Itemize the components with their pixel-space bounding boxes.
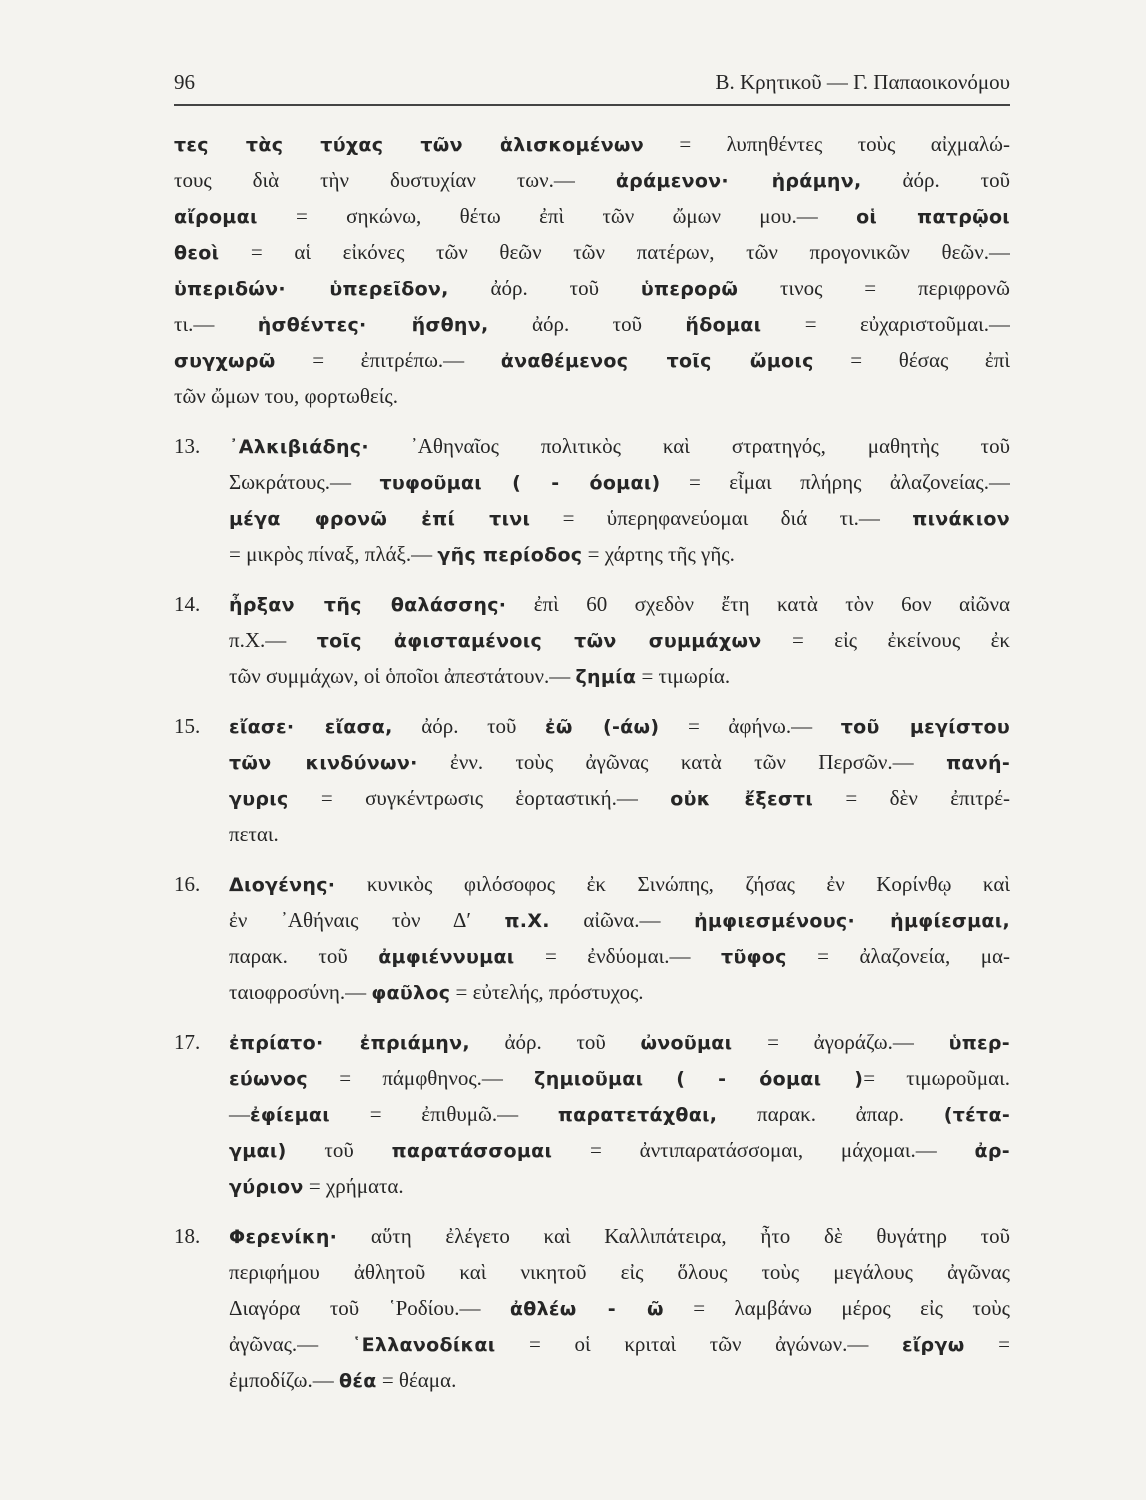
gloss-text: τινος = περιφρονῶ xyxy=(738,276,1010,300)
entry-number: 18. xyxy=(174,1224,201,1248)
gloss-text: = ἀλαζονεία, μα- xyxy=(786,944,1010,968)
glossary-body xyxy=(174,126,1010,1398)
gloss-text: = συγκέντρωσις ἑορταστική.— xyxy=(288,786,671,810)
headword: ἡσθέντες· ἥσθην, xyxy=(257,314,489,336)
headword: οὐκ ἔξεστι xyxy=(670,788,814,810)
text-line xyxy=(174,536,1010,572)
running-head: Β. Κρητικοῦ — Γ. Παπαοικονόμου xyxy=(715,70,1010,94)
gloss-text: = δὲν ἐπιτρέ- xyxy=(813,786,1010,810)
headword: ᾿Αλκιβιάδης· xyxy=(229,436,369,458)
text-line xyxy=(174,1326,1010,1362)
headword: τες τὰς τύχας τῶν ἁλισκομένων xyxy=(174,134,644,156)
text-line xyxy=(174,780,1010,816)
gloss-text: ταιοφροσύνη.— xyxy=(229,980,372,1004)
gloss-text: παρακ. τοῦ xyxy=(229,944,379,968)
text-line xyxy=(174,428,1010,464)
gloss-text: ἀόρ. τοῦ xyxy=(448,276,641,300)
gloss-text: ἐμποδίζω.— xyxy=(229,1368,339,1392)
text-line xyxy=(174,198,1010,234)
text-line xyxy=(174,816,1010,852)
entry-18 xyxy=(174,1218,1010,1398)
text-line xyxy=(174,658,1010,694)
headword: ἀμφιέννυμαι xyxy=(378,946,515,968)
gloss-text: = τιμωροῦμαι. xyxy=(863,1066,1010,1090)
text-line xyxy=(174,234,1010,270)
gloss-text: = λυπηθέντες τοὺς αἰχμαλώ- xyxy=(644,132,1010,156)
headword: τῶν κινδύνων· xyxy=(229,752,418,774)
gloss-text: τοῦ xyxy=(286,1138,392,1162)
entry-13 xyxy=(174,428,1010,572)
gloss-text: αἰῶνα.— xyxy=(549,908,695,932)
gloss-text: ἐνν. τοὺς ἀγῶνας κατὰ τῶν Περσῶν.— xyxy=(417,750,947,774)
gloss-text: = εὐτελής, πρόστυχος. xyxy=(450,980,644,1004)
gloss-text: τι.— xyxy=(174,312,258,336)
gloss-text: = λαμβάνω μέρος εἰς τοὺς xyxy=(663,1296,1010,1320)
text-line xyxy=(174,1254,1010,1290)
gloss-text: ἀόρ. τοῦ xyxy=(861,168,1010,192)
headword: θέα xyxy=(338,1370,377,1392)
gloss-text: Σωκράτους.— xyxy=(229,470,380,494)
gloss-text: = θέαμα. xyxy=(376,1368,457,1392)
gloss-text: = ἀγοράζω.— xyxy=(732,1030,949,1054)
headword: εἴασε· εἴασα, xyxy=(229,716,393,738)
text-line xyxy=(174,162,1010,198)
headword: Διογένης· xyxy=(229,874,336,896)
headword: φαῦλος xyxy=(371,982,451,1004)
headword: (τέτα- xyxy=(943,1104,1010,1126)
gloss-text: = ἐπιθυμῶ.— xyxy=(329,1102,558,1126)
gloss-text: παρακ. ἀπαρ. xyxy=(717,1102,944,1126)
text-line xyxy=(174,938,1010,974)
headword: συγχωρῶ xyxy=(174,350,276,372)
gloss-text: = ἐπιτρέπω.— xyxy=(275,348,501,372)
headword: παρατάσσομαι xyxy=(391,1140,553,1162)
text-line xyxy=(174,126,1010,162)
gloss-text: ἀόρ. τοῦ xyxy=(488,312,686,336)
headword: ἀρ- xyxy=(974,1140,1010,1162)
text-line xyxy=(174,1024,1010,1060)
gloss-text: = πάμφθηνος.— xyxy=(307,1066,535,1090)
text-line xyxy=(174,342,1010,378)
entry-number: 14. xyxy=(174,592,201,616)
text-line xyxy=(174,586,1010,622)
gloss-text: — xyxy=(229,1102,250,1126)
entry-14 xyxy=(174,586,1010,694)
gloss-text: = ἀφήνω.— xyxy=(659,714,841,738)
headword: ζημιοῦμαι ( - όομαι ) xyxy=(534,1068,864,1090)
headword: ἥδομαι xyxy=(685,314,762,336)
gloss-text: = εὐχαριστοῦμαι.— xyxy=(761,312,1010,336)
gloss-text: = θέσας ἐπὶ xyxy=(813,348,1010,372)
entry-17 xyxy=(174,1024,1010,1204)
gloss-text: = οἱ κριταὶ τῶν ἀγώνων.— xyxy=(495,1332,902,1356)
headword: ὑπεριδών· ὑπερεῖδον, xyxy=(174,278,449,300)
headword: πινάκιον xyxy=(912,508,1010,530)
text-line xyxy=(174,744,1010,780)
gloss-text: = αἱ εἰκόνες τῶν θεῶν τῶν πατέρων, τῶν προγονικῶν θεῶν.— xyxy=(219,240,1010,264)
headword: τυφοῦμαι ( - όομαι) xyxy=(379,472,661,494)
gloss-text: τους διὰ τὴν δυστυχίαν των.— xyxy=(174,168,616,192)
gloss-text: ἐν ᾿Αθήναις τὸν Δ′ xyxy=(229,908,505,932)
headword: τοῖς ἀφισταμένοις τῶν συμμάχων xyxy=(316,630,762,652)
gloss-text: = xyxy=(964,1332,1010,1356)
headword: αἴρομαι xyxy=(174,206,258,228)
headword: γύριον xyxy=(229,1176,304,1198)
gloss-text: = μικρὸς πίναξ, πλάξ.— xyxy=(229,542,438,566)
headword: ῾Ελλανοδίκαι xyxy=(351,1334,496,1356)
text-line xyxy=(174,270,1010,306)
text-line xyxy=(174,500,1010,536)
headword: γῆς περίοδος xyxy=(437,544,583,566)
headword: ἐφίεμαι xyxy=(250,1104,330,1126)
gloss-text: = χρήματα. xyxy=(303,1174,404,1198)
text-line xyxy=(174,464,1010,500)
text-line xyxy=(174,622,1010,658)
text-line xyxy=(174,1132,1010,1168)
entry-15 xyxy=(174,708,1010,852)
headword: ἀναθέμενος τοῖς ὤμοις xyxy=(500,350,814,372)
gloss-text: ἐπὶ 60 σχεδὸν ἔτη κατὰ τὸν 6ον αἰῶνα xyxy=(506,592,1010,616)
headword: ἦρξαν τῆς θαλάσσης· xyxy=(229,594,507,616)
headword: εἴργω xyxy=(901,1334,965,1356)
gloss-text: = ἀντιπαρατάσσομαι, μάχομαι.— xyxy=(552,1138,975,1162)
headword: μέγα φρονῶ ἐπί τινι xyxy=(229,508,531,530)
headword: θεοὶ xyxy=(174,242,220,264)
headword: ὑπερ- xyxy=(948,1032,1010,1054)
gloss-text: Διαγόρα τοῦ ῾Ροδίου.— xyxy=(229,1296,510,1320)
entry-16 xyxy=(174,866,1010,1010)
gloss-text: πεται. xyxy=(229,822,279,846)
gloss-text: = ἐνδύομαι.— xyxy=(514,944,722,968)
text-line xyxy=(174,1362,1010,1398)
headword: ἐῶ (-άω) xyxy=(545,716,660,738)
headword: ἀράμενον· ἠράμην, xyxy=(615,170,862,192)
gloss-text: ᾿Αθηναῖος πολιτικὸς καὶ στρατηγός, μαθητὴς τοῦ xyxy=(368,434,1010,458)
gloss-text: = σηκώνω, θέτω ἐπὶ τῶν ὤμων μου.— xyxy=(257,204,857,228)
gloss-text: π.Χ.— xyxy=(229,628,317,652)
headword: τοῦ μεγίστου xyxy=(840,716,1010,738)
headword: γυρις xyxy=(229,788,289,810)
gloss-text: ἀόρ. τοῦ xyxy=(392,714,546,738)
gloss-text: = εἰς ἐκείνους ἐκ xyxy=(761,628,1010,652)
entry-continuation xyxy=(174,126,1010,414)
headword: π.Χ. xyxy=(504,910,550,932)
text-line xyxy=(174,1290,1010,1326)
text-line xyxy=(174,1060,1010,1096)
gloss-text: = χάρτης τῆς γῆς. xyxy=(582,542,735,566)
text-line xyxy=(174,1096,1010,1132)
gloss-text: τῶν συμμάχων, οἱ ὁποῖοι ἀπεστάτουν.— xyxy=(229,664,576,688)
gloss-text: = εἶμαι πλήρης ἀλαζονείας.— xyxy=(660,470,1010,494)
text-line xyxy=(174,974,1010,1010)
page-header xyxy=(174,68,1010,106)
gloss-text: = τιμωρία. xyxy=(636,664,731,688)
headword: ὠνοῦμαι xyxy=(640,1032,733,1054)
headword: εύωνος xyxy=(229,1068,308,1090)
headword: γμαι) xyxy=(229,1140,287,1162)
headword: πανή- xyxy=(946,752,1010,774)
text-line xyxy=(174,1218,1010,1254)
text-line xyxy=(174,866,1010,902)
gloss-text: κυνικὸς φιλόσοφος ἐκ Σινώπης, ζήσας ἐν Κορίνθῳ καὶ xyxy=(335,872,1010,896)
headword: τῦφος xyxy=(721,946,787,968)
entry-number: 13. xyxy=(174,434,201,458)
entry-number: 15. xyxy=(174,714,201,738)
headword: οἱ πατρῷοι xyxy=(856,206,1010,228)
text-line xyxy=(174,902,1010,938)
headword: ζημία xyxy=(575,666,637,688)
headword: ἐπρίατο· ἐπριάμην, xyxy=(229,1032,470,1054)
page-number: 96 xyxy=(174,70,195,94)
text-line xyxy=(174,1168,1010,1204)
headword: παρατετάχθαι, xyxy=(557,1104,718,1126)
gloss-text: περιφήμου ἀθλητοῦ καὶ νικητοῦ εἰς ὅλους τοὺς μεγάλους ἀγῶνας xyxy=(229,1260,1010,1284)
gloss-text: αὕτη ἐλέγετο καὶ Καλλιπάτειρα, ἦτο δὲ θυγάτηρ τοῦ xyxy=(337,1224,1010,1248)
gloss-text: ἀόρ. τοῦ xyxy=(469,1030,641,1054)
headword: ἠμφιεσμένους· ἠμφίεσμαι, xyxy=(694,910,1010,932)
gloss-text: ἀγῶνας.— xyxy=(229,1332,352,1356)
gloss-text: = ὑπερηφανεύομαι διά τι.— xyxy=(530,506,913,530)
headword: ὑπερορῶ xyxy=(640,278,739,300)
headword: ἀθλέω - ῶ xyxy=(509,1298,664,1320)
text-line xyxy=(174,306,1010,342)
text-line xyxy=(174,378,1010,414)
gloss-text: τῶν ὤμων του, φορτωθείς. xyxy=(174,384,398,408)
headword: Φερενίκη· xyxy=(229,1226,338,1248)
text-line xyxy=(174,708,1010,744)
entry-number: 16. xyxy=(174,872,201,896)
entry-number: 17. xyxy=(174,1030,201,1054)
